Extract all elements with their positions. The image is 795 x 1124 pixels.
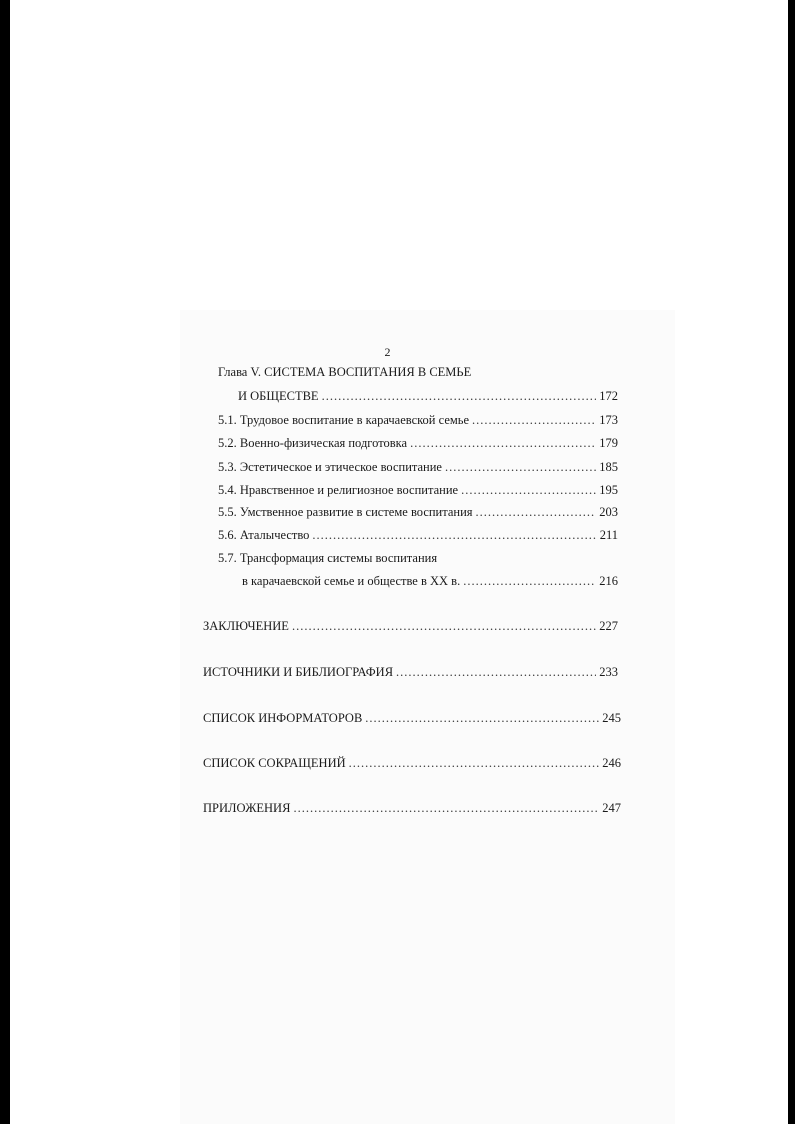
toc-entry-title: ПРИЛОЖЕНИЯ bbox=[203, 801, 291, 815]
toc-entry-page: 211 bbox=[599, 528, 618, 542]
toc-entry-appendices bbox=[203, 800, 621, 816]
toc-entry-5-5 bbox=[218, 504, 618, 520]
toc-entry-page: 227 bbox=[599, 619, 618, 633]
dot-leader bbox=[349, 755, 600, 771]
dot-leader bbox=[472, 412, 596, 428]
toc-entry-title: 5.6. Аталычество bbox=[218, 528, 310, 542]
toc-entry-5-2 bbox=[218, 435, 618, 451]
toc-entry-title: 5.4. Нравственное и религиозное воспитание bbox=[218, 483, 459, 497]
toc-entry-page: 203 bbox=[599, 505, 618, 519]
toc-entry-page: 172 bbox=[599, 389, 618, 403]
toc-entry-conclusion bbox=[203, 618, 618, 634]
toc-entry-title: СПИСОК СОКРАЩЕНИЙ bbox=[203, 756, 346, 770]
dot-leader bbox=[476, 504, 597, 520]
toc-entry-page: 247 bbox=[602, 801, 621, 815]
dot-leader bbox=[463, 573, 596, 589]
dot-leader bbox=[365, 710, 599, 726]
toc-entry-title: в карачаевской семье и обществе в XX в. bbox=[242, 574, 461, 588]
toc-entry-page: 245 bbox=[602, 711, 621, 725]
toc-entry-5-3 bbox=[218, 459, 618, 475]
dot-leader bbox=[445, 459, 596, 475]
page-number: 2 bbox=[384, 345, 391, 359]
toc-entry-5-7 bbox=[242, 573, 618, 589]
toc-entry-page: 233 bbox=[599, 665, 618, 679]
toc-entry-chapter bbox=[238, 388, 618, 404]
dot-leader bbox=[312, 527, 596, 543]
toc-entry-page: 173 bbox=[599, 413, 618, 427]
chapter-title-line1: Глава V. СИСТЕМА ВОСПИТАНИЯ В СЕМЬЕ bbox=[218, 365, 472, 379]
toc-entry-title: 5.2. Военно-физическая подготовка bbox=[218, 436, 408, 450]
toc-entry-page: 185 bbox=[599, 460, 618, 474]
toc-entry-title: 5.5. Умственное развитие в системе воспитания bbox=[218, 505, 473, 519]
dot-leader bbox=[396, 664, 596, 680]
toc-entry-title: 5.3. Эстетическое и этическое воспитание bbox=[218, 460, 442, 474]
toc-entry-title: ИСТОЧНИКИ И БИБЛИОГРАФИЯ bbox=[203, 665, 394, 679]
toc-entry-sources bbox=[203, 664, 618, 680]
toc-entry-page: 179 bbox=[599, 436, 618, 450]
toc-entry-abbreviations bbox=[203, 755, 621, 771]
toc-entry-title: ЗАКЛЮЧЕНИЕ bbox=[203, 619, 289, 633]
dot-leader bbox=[461, 482, 596, 498]
dot-leader bbox=[293, 800, 599, 816]
toc-entry-page: 195 bbox=[599, 483, 618, 497]
toc-entry-page: 216 bbox=[599, 574, 618, 588]
toc-entry-title: СПИСОК ИНФОРМАТОРОВ bbox=[203, 711, 363, 725]
section-5-7-title-line1: 5.7. Трансформация системы воспитания bbox=[218, 551, 438, 565]
dot-leader bbox=[322, 388, 597, 404]
toc-entry-page: 246 bbox=[602, 756, 621, 770]
toc-entry-5-1 bbox=[218, 412, 618, 428]
toc-entry-5-6 bbox=[218, 527, 618, 543]
dot-leader bbox=[410, 435, 596, 451]
dot-leader bbox=[292, 618, 596, 634]
toc-entry-informants bbox=[203, 710, 621, 726]
toc-entry-title: 5.1. Трудовое воспитание в карачаевской семье bbox=[218, 413, 470, 427]
toc-entry-title: И ОБЩЕСТВЕ bbox=[238, 389, 319, 403]
toc-entry-5-4 bbox=[218, 482, 618, 498]
